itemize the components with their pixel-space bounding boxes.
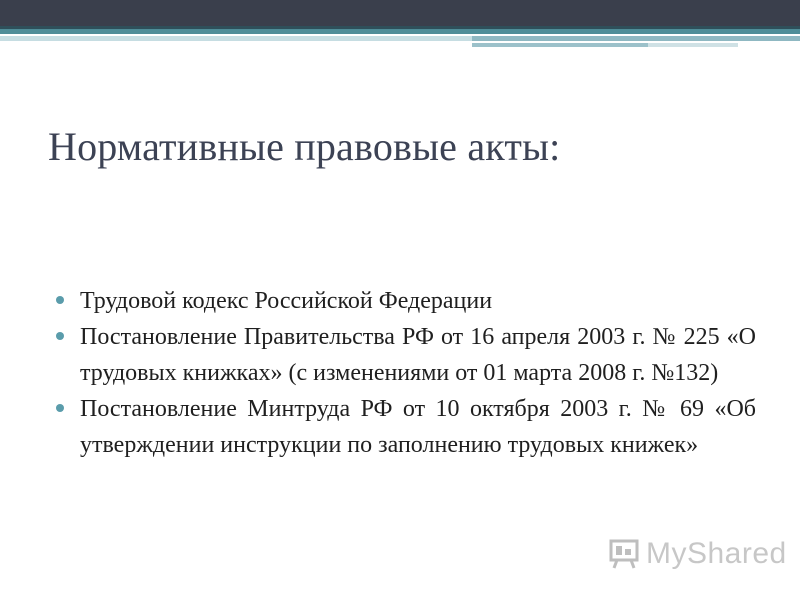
header-accent-shadow <box>0 26 800 29</box>
decor-line <box>648 43 738 47</box>
bullet-item <box>56 283 756 319</box>
watermark-logo <box>608 538 787 570</box>
bullet-list <box>56 283 756 463</box>
decor-line <box>472 36 800 41</box>
bullet-text: Трудовой кодекс Российской Федерации <box>80 288 493 314</box>
bullet-text: Постановление Правительства РФ от 16 апреля 2003 г. № 225 «О трудовых книжках» (с изменениями от 01 марта 2008 г. №132) <box>80 324 756 386</box>
watermark-text: MyShared <box>646 537 787 570</box>
bullet-item <box>56 391 756 463</box>
bullet-dot-icon <box>56 296 64 304</box>
decor-line <box>0 36 472 41</box>
bullet-dot-icon <box>56 332 64 340</box>
decor-line <box>472 43 648 47</box>
bullet-item <box>56 319 756 391</box>
bullet-dot-icon <box>56 404 64 412</box>
bullet-text: Постановление Минтруда РФ от 10 октября 2003 г. № 69 «Об утверждении инструкции по заполнению трудовых книжек» <box>80 396 756 458</box>
presentation-board-icon <box>608 538 640 570</box>
header-band <box>0 0 800 26</box>
slide-title: Нормативные правовые акты: <box>48 124 561 169</box>
